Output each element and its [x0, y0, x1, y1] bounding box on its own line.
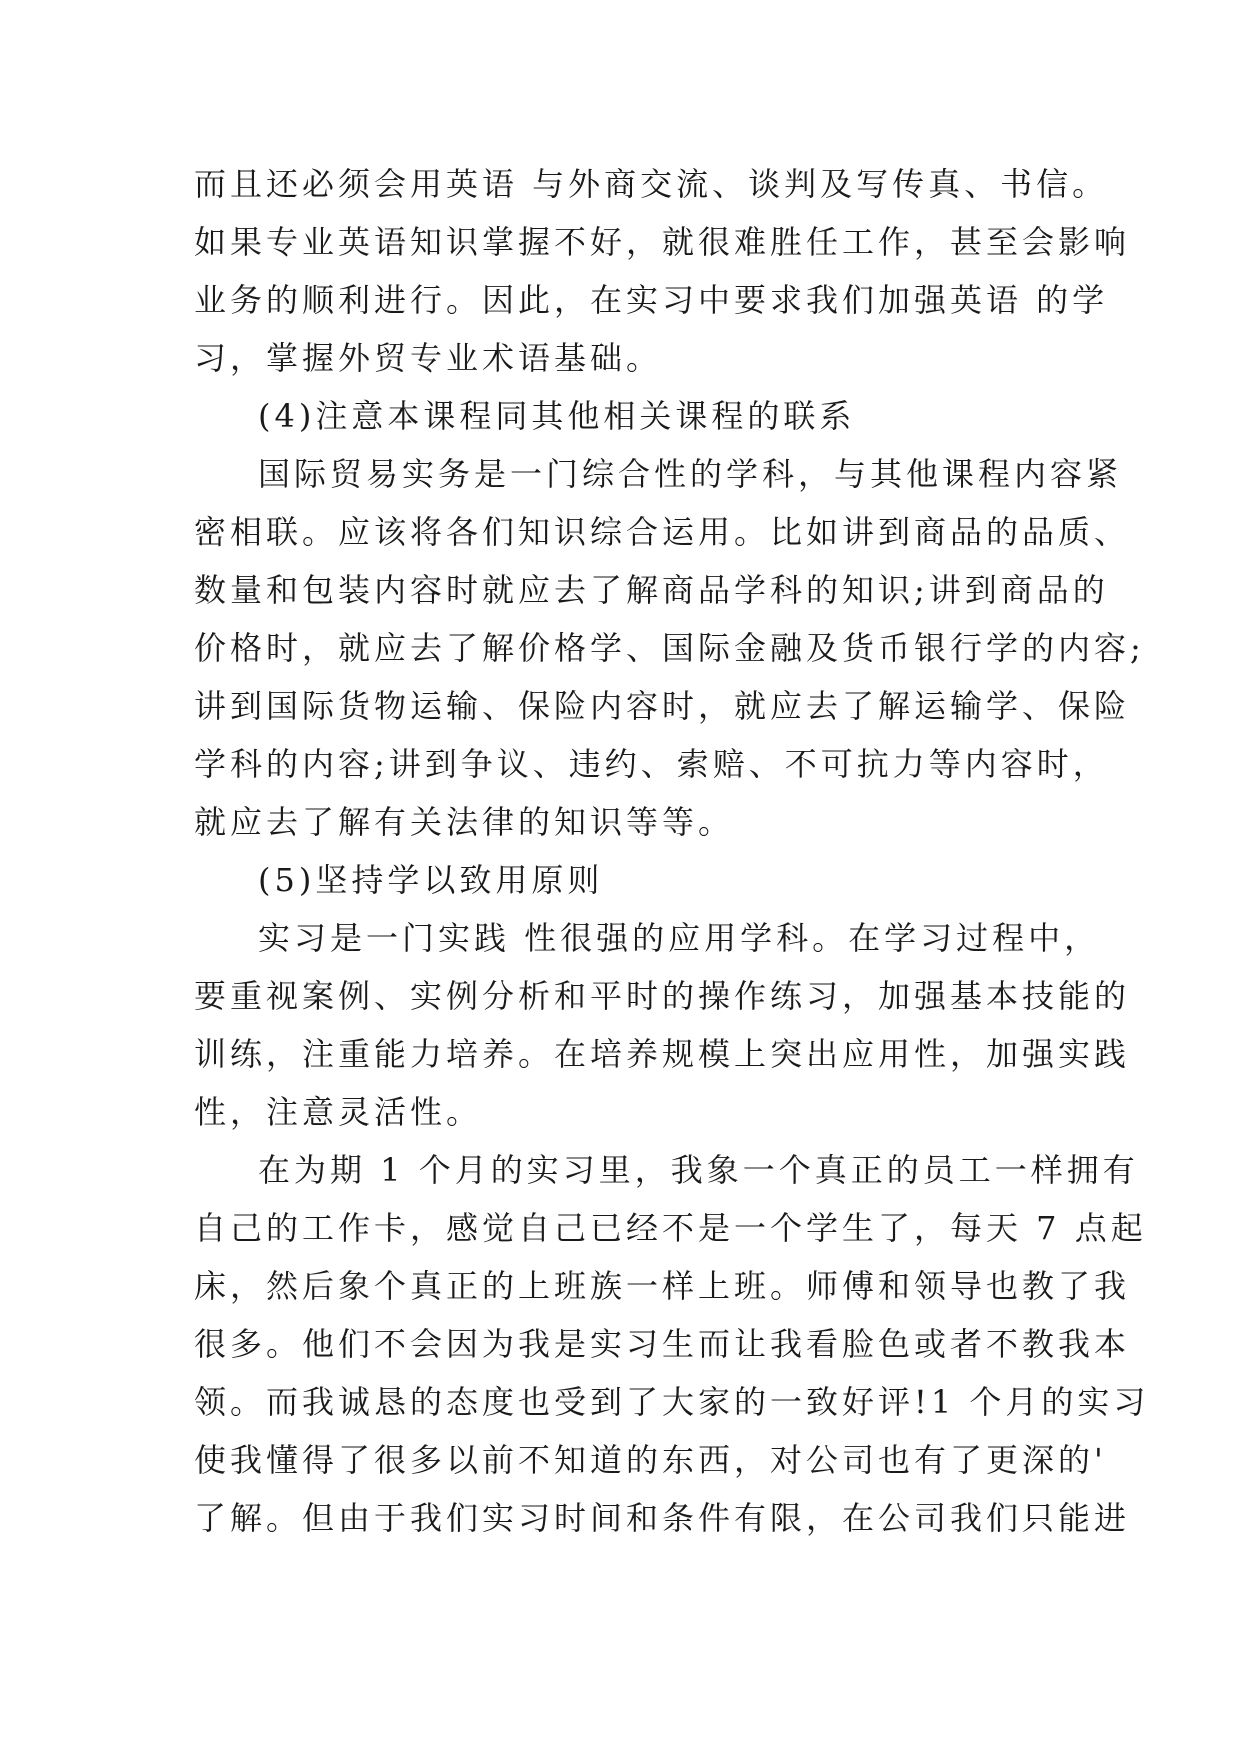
text-line: 学科的内容;讲到争议、违约、索赔、不可抗力等内容时，: [194, 745, 1109, 783]
text-line: 了解。但由于我们实习时间和条件有限，在公司我们只能进: [194, 1499, 1131, 1537]
body-text: [194, 155, 1150, 1547]
text-line: 要重视案例、实例分析和平时的操作练习，加强基本技能的: [194, 977, 1131, 1015]
text-line: 训练，注重能力培养。在培养规模上突出应用性，加强实践: [194, 1035, 1131, 1073]
text-line: 使我懂得了很多以前不知道的东西，对公司也有了更深的': [194, 1441, 1107, 1479]
text-line: 国际贸易实务是一门综合性的学科，与其他课程内容紧: [258, 455, 1123, 493]
text-line: 床，然后象个真正的上班族一样上班。师傅和领导也教了我: [194, 1267, 1131, 1305]
text-line: 讲到国际货物运输、保险内容时，就应去了解运输学、保险: [194, 687, 1131, 725]
section-heading-5: (5)坚持学以致用原则: [258, 861, 604, 899]
text-line: 业务的顺利进行。因此，在实习中要求我们加强英语 的学: [194, 281, 1109, 319]
text-line: 实习是一门实践 性很强的应用学科。在学习过程中，: [258, 919, 1101, 957]
text-line: 自己的工作卡，感觉自己已经不是一个学生了，每天 7 点起: [194, 1209, 1147, 1247]
text-line: 数量和包装内容时就应去了解商品学科的知识;讲到商品的: [194, 571, 1109, 609]
text-line: 就应去了解有关法律的知识等等。: [194, 803, 735, 841]
text-line: 性，注意灵活性。: [194, 1093, 483, 1131]
text-line: 领。而我诚恳的态度也受到了大家的一致好评!1 个月的实习: [194, 1383, 1150, 1421]
text-line: 习，掌握外贸专业术语基础。: [194, 339, 663, 377]
section-heading-4: (4)注意本课程同其他相关课程的联系: [258, 397, 856, 435]
text-line: 很多。他们不会因为我是实习生而让我看脸色或者不教我本: [194, 1325, 1131, 1363]
text-line: 价格时，就应去了解价格学、国际金融及货币银行学的内容;: [194, 629, 1145, 667]
text-line: 而且还必须会用英语 与外商交流、谈判及写传真、书信。: [194, 165, 1109, 203]
text-line: 在为期 1 个月的实习里，我象一个真正的员工一样拥有: [258, 1151, 1139, 1189]
text-line: 如果专业英语知识掌握不好，就很难胜任工作，甚至会影响: [194, 223, 1131, 261]
text-line: 密相联。应该将各们知识综合运用。比如讲到商品的品质、: [194, 513, 1131, 551]
